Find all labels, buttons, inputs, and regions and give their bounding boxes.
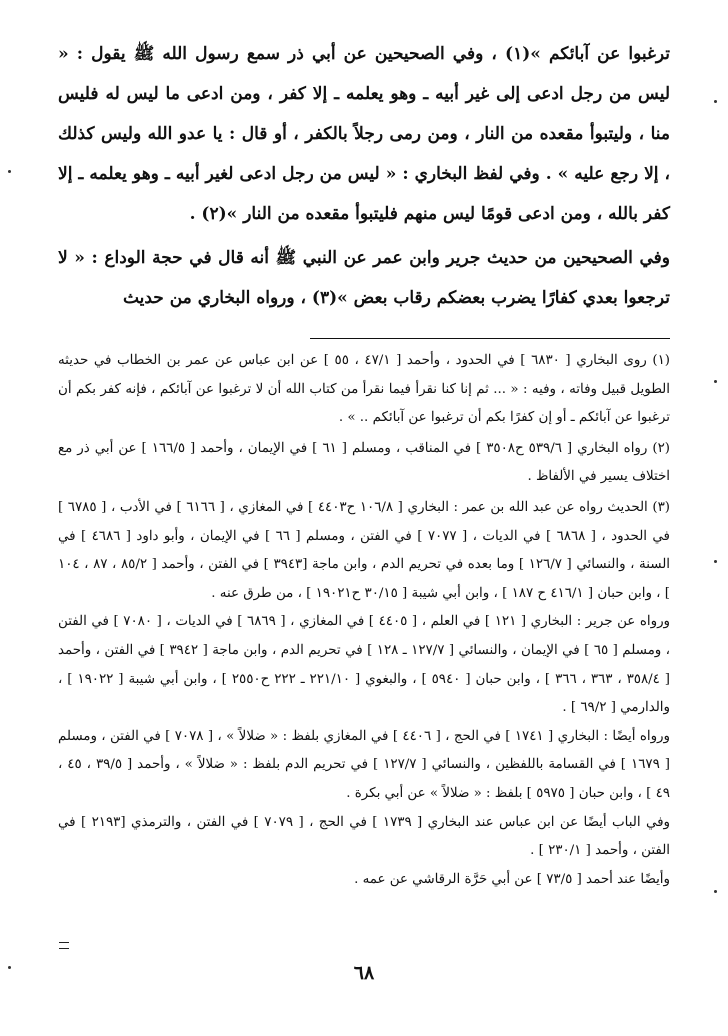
footnote-2: (٢) رواه البخاري [ ٥٣٩/٦ ح٣٥٠٨ ] في المناقب ، ومسلم [ ٦١ ] في الإيمان ، وأحمد [ ١٦٦/٥ ] عن أبي ذر مع اختلاف يسير في الألفاظ . (58, 440, 671, 485)
edge-speck (8, 170, 11, 173)
footnote-3-ibn-abbas: وفي الباب أيضًا عن ابن عباس عند البخاري [ ١٧٣٩ ] في الحج ، [ ٧٠٧٩ ] في الفتن ، والترمذي [٢١٩٣ ] في الفتن ، وأحمد [ ٢٣٠/١ ] . (58, 814, 670, 859)
main-paragraph-2: وفي الصحيحين من حديث جرير وابن عمر عن النبي ﷺ أنه قال في حجة الوداع : « لا ترجعوا بعدي كفارًا يضرب بعضكم رقاب بعض »(٣) ، ورواه البخاري من حديث (58, 248, 670, 308)
edge-speck (714, 380, 717, 383)
edge-speck (714, 890, 717, 893)
footnote-3-abu-hurrah: وأيضًا عند أحمد [ ٧٣/٥ ] عن أبي حَرَّة الرقاشي عن عمه . (354, 871, 670, 887)
edge-speck (714, 100, 717, 103)
footnote-3-abu-bakrah: ورواه أيضًا : البخاري [ ١٧٤١ ] في الحج ، [ ٤٤٠٦ ] في المغازي بلفظ : « ضلالاً » ، [ ٧٠٧٨ ] في الفتن ، ومسلم [ ١٦٧٩ ] في القسامة باللفظين ، والنسائي [ ١٢٧/٧ ] في تحريم الدم بلفظ : « ضلالاً » ، وأحمد [ ٣٩/٥ ، ٤٥ ، ٤٩ ] ، وابن حبان [ ٥٩٧٥ ] بلفظ : « ضلالاً » عن أبي بكرة . (58, 728, 670, 801)
footnote-3-jarir: ورواه عن جرير : البخاري [ ١٢١ ] في العلم ، [ ٤٤٠٥ ] في المغازي ، [ ٦٨٦٩ ] في الديات ، [ ٧٠٨٠ ] في الفتن ، ومسلم [ ٦٥ ] في الإيمان ، والنسائي [ ١٢٧/٧ ـ ١٢٨ ] في تحريم الدم ، وابن ماجة [ ٣٩٤٢ ] في الفتن ، وأحمد [ ٣٥٨/٤ ، ٣٦٣ ، ٣٦٦ ] ، وابن حبان [ ٥٩٤٠ ] ، والبغوي [ ٢٢١/١٠ ـ ٢٢٢ ح٢٥٥٠ ] ، وابن أبي شيبة [ ١٩٠٢٢ ] ، والدارمي [ ٦٩/٢ ] . (58, 614, 671, 716)
footnotes (58, 347, 670, 894)
main-text (58, 34, 670, 318)
edge-speck (714, 560, 717, 563)
page-number: ٦٨ (353, 962, 375, 984)
footnote-divider (310, 338, 670, 339)
footnote-1: (١) روى البخاري [ ٦٨٣٠ ] في الحدود ، وأحمد [ ٤٧/١ ، ٥٥ ] عن ابن عباس عن عمر بن الخطاب في حديثه الطويل قبيل وفاته ، وفيه : « ... ثم إنا كنا نقرأ فيما نقرأ من كتاب الله أن لا ترغبوا عن آبائكم ، فإنه كفر بكم أن ترغبوا عن آبائكم ـ أو إن كفرًا بكم أن ترغبوا عن آبائكم .. » . (58, 353, 670, 426)
main-paragraph-1: ترغبوا عن آبائكم »(١) ، وفي الصحيحين عن أبي ذر سمع رسول الله ﷺ يقول : « ليس من رجل ادعى إلى غير أبيه ـ وهو يعلمه ـ إلا كفر ، ومن ادعى ما ليس له فليس منا ، وليتبوأ مقعده من النار ، ومن رمى رجلاً بالكفر ، أو قال : يا عدو الله وليس كذلك ، إلا رجع عليه » . وفي لفظ البخاري : « ليس من رجل ادعى لغير أبيه ـ وهو يعلمه ـ إلا كفر بالله ، ومن ادعى قومًا ليس منهم فليتبوأ مقعده من النار »(٢) . (58, 44, 671, 224)
footnote-3: (٣) الحديث رواه عن عبد الله بن عمر : البخاري [ ١٠٦/٨ ح٤٤٠٣ ] في المغازي ، [ ٦١٦٦ ] في الأدب ، [ ٦٧٨٥ ] في الحدود ، [ ٦٨٦٨ ] في الديات ، [ ٧٠٧٧ ] في الفتن ، ومسلم [ ٦٦ ] في الإيمان ، وأبو داود [ ٤٦٨٦ ] في السنة ، والنسائي [ ١٢٦/٧ ] وما بعده في تحريم الدم ، وابن ماجة [٣٩٤٣ ] في الفتن ، وأحمد [ ٨٥/٢ ، ٨٧ ، ١٠٤ ] ، وابن حبان [ ٤١٦/١ ح ١٨٧ ] ، وابن أبي شيبة [ ٣٠/١٥ ح١٩٠٢١ ] ، من طرق عنه . (58, 499, 671, 601)
page-body (58, 34, 670, 894)
margin-mark (59, 942, 69, 949)
